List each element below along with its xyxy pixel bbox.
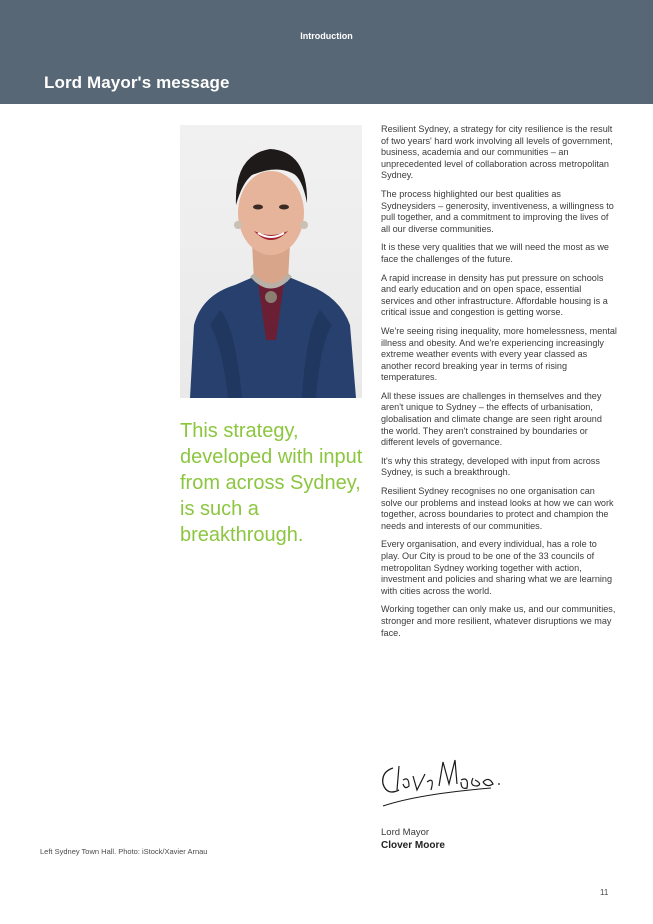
section-label: Introduction	[300, 31, 353, 41]
body-paragraph: The process highlighted our best qualities as Sydneysiders – generosity, inventiveness, a willingness to pull together, and a commitment to improving the lives of all our diverse communities.	[381, 188, 614, 234]
page-number: 11	[600, 888, 609, 897]
page-title: Lord Mayor's message	[44, 73, 230, 92]
message-body	[381, 124, 617, 646]
body-paragraph: A rapid increase in density has put pressure on schools and early education and on open space, essential services and other infrastructure. Affordable housing is a critical issue and congestion is getting worse.	[381, 272, 608, 318]
body-paragraph: Resilient Sydney recognises no one organisation can solve our problems and instead looks at how we can work together, across boundaries to protect and champion the needs and interests of our communities.	[381, 486, 614, 531]
body-paragraph: Working together can only make us, and our communities, stronger and more resilient, whatever disruptions we may face.	[381, 604, 616, 638]
signoff-name: Clover Moore	[381, 840, 445, 851]
signature	[379, 754, 509, 818]
page-header	[0, 0, 653, 104]
body-paragraph: Every organisation, and every individual, has a role to play. Our City is proud to be one of the 33 councils of metropolitan Sydney working together with action, investment and policies and sharing what we are learning with cities across the world.	[381, 539, 613, 596]
signoff-role: Lord Mayor	[381, 827, 430, 838]
body-paragraph: It is these very qualities that we will need the most as we face the challenges of the future.	[381, 242, 609, 264]
photo-caption: Left Sydney Town Hall. Photo: iStock/Xavier Arnau	[40, 847, 208, 856]
portrait-illustration	[180, 125, 362, 398]
body-paragraph: We're seeing rising inequality, more homelessness, mental illness and obesity. And we're experiencing increasingly extreme weather events with every year classed as another record breaking year in terms of rising temperatures.	[381, 325, 617, 383]
body-paragraph: It's why this strategy, developed with input from across Sydney, is such a breakthrough.	[381, 455, 600, 478]
pull-quote: This strategy, developed with input from across Sydney, is such a breakthrough.	[180, 420, 363, 546]
portrait-photo	[180, 125, 362, 398]
body-paragraph: All these issues are challenges in themselves and they aren't unique to Sydney – the effects of urbanisation, globalisation and climate change are seen right around the world. They aren't constrained by boundaries or different levels of governance.	[381, 390, 602, 448]
body-paragraph: Resilient Sydney, a strategy for city resilience is the result of two years' hard work involving all levels of government, business, academia and our communities – an unprecedented level of collaboration across metropolitan Sydney.	[381, 124, 613, 181]
